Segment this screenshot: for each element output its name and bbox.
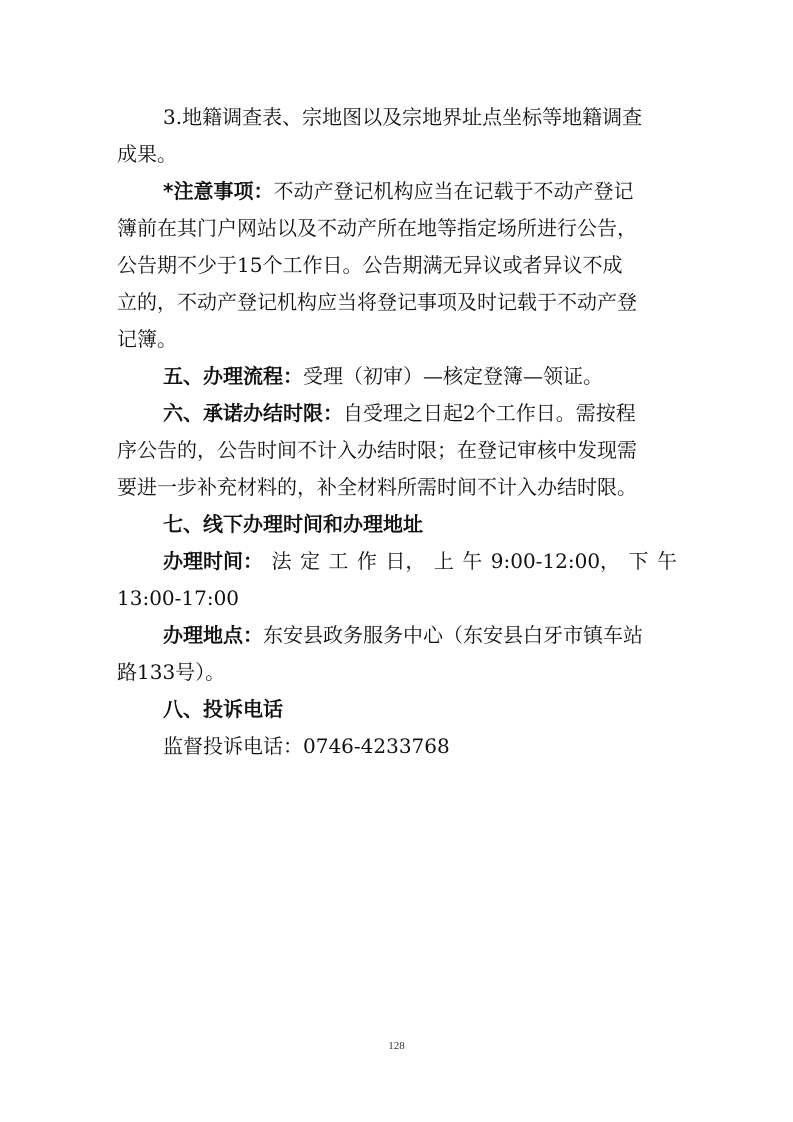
section5-text: 受理（初审）—核定登簿—领证。 xyxy=(303,364,603,388)
section5-label: 五、办理流程： xyxy=(163,364,303,388)
section6-line1-text: 自受理之日起2个工作日。需按程 xyxy=(343,401,636,425)
hours-part: 午 xyxy=(657,549,677,573)
section6-line2: 序公告的，公告时间不计入办结时限；在登记审核中发现需 xyxy=(117,438,637,462)
hours-part: 9:00-12:00， xyxy=(490,549,621,573)
notice-line4: 立的，不动产登记机构应当将登记事项及时记载于不动产登 xyxy=(117,290,637,314)
item3-line1: 3.地籍调查表、宗地图以及宗地界址点坐标等地籍调查 xyxy=(163,105,643,129)
hours-part: 法 xyxy=(271,549,292,573)
section7-heading: 七、线下办理时间和办理地址 xyxy=(163,512,423,536)
location-label: 办理地点： xyxy=(163,623,263,647)
section8-heading: 八、投诉电话 xyxy=(163,697,283,721)
hours-part: 上 xyxy=(433,549,454,573)
section6-label: 六、承诺办结时限： xyxy=(163,401,343,425)
notice-line2: 簿前在其门户网站以及不动产所在地等指定场所进行公告， xyxy=(117,216,637,240)
location-line1 xyxy=(117,617,677,654)
hours-part: 工 xyxy=(328,549,349,573)
notice-line1-text: 不动产登记机构应当在记载于不动产登记 xyxy=(273,179,634,203)
hours-line1 xyxy=(117,543,677,580)
section6-line1 xyxy=(117,395,677,432)
section5-line xyxy=(117,358,677,395)
page-number: 128 xyxy=(388,1040,405,1052)
document-body xyxy=(117,99,677,765)
notice-line3: 公告期不少于15个工作日。公告期满无异议或者异议不成 xyxy=(117,253,623,277)
location-line2: 路133号）。 xyxy=(117,660,226,684)
notice-line5: 记簿。 xyxy=(117,327,177,351)
complaint-phone-line: 监督投诉电话：0746-4233768 xyxy=(163,734,450,758)
notice-line1 xyxy=(117,173,677,210)
hours-part: 日， xyxy=(385,549,426,573)
section6-line3: 要进一步补充材料的，补全材料所需时间不计入办结时限。 xyxy=(117,475,637,499)
hours-line2: 13:00-17:00 xyxy=(117,586,240,610)
hours-label: 办理时间： xyxy=(163,549,263,573)
hours-part: 作 xyxy=(356,549,377,573)
hours-part: 定 xyxy=(299,549,320,573)
notice-label: *注意事项： xyxy=(163,179,274,203)
hours-part: 下 xyxy=(628,549,649,573)
item3-line2: 成果。 xyxy=(117,142,177,166)
location-line1-text: 东安县政务服务中心（东安县白牙市镇车站 xyxy=(263,623,643,647)
hours-part: 午 xyxy=(462,549,483,573)
